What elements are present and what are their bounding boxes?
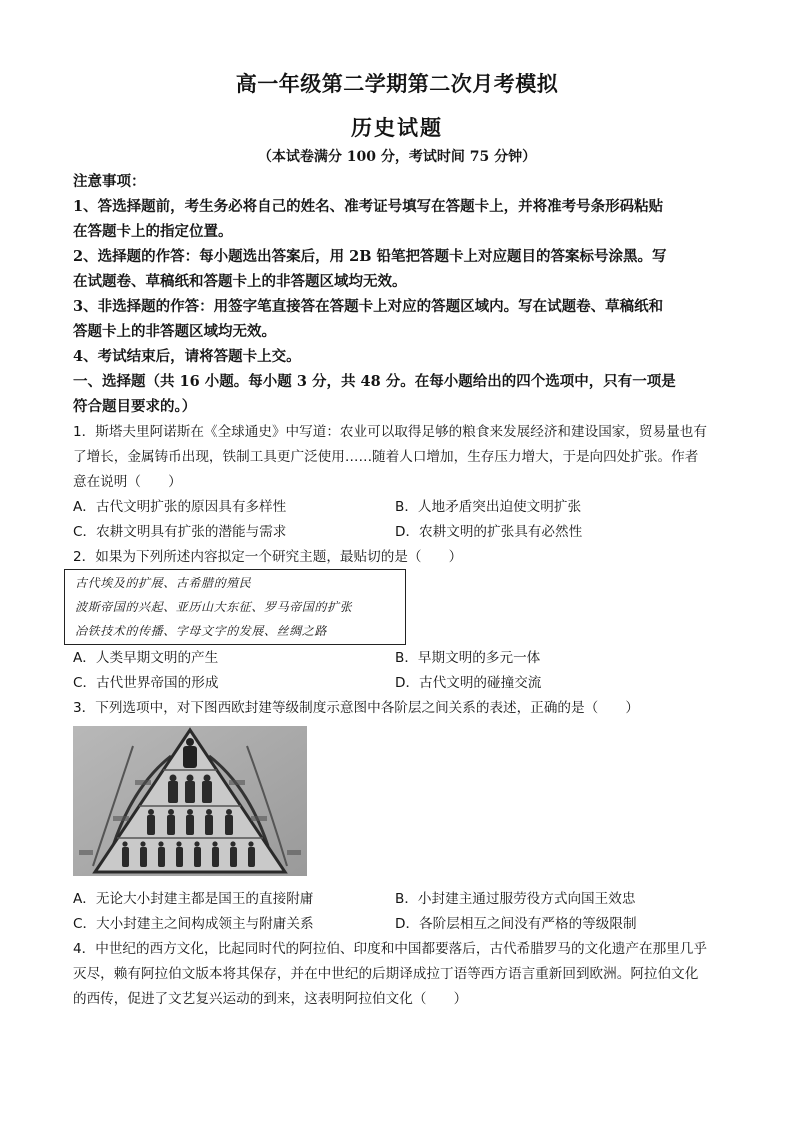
notice-line: 1、答选择题前，考生务必将自己的姓名、准考证号填写在答题卡上，并将准考号条形码粘贴: [73, 198, 664, 215]
question-1-option-a: A．古代文明扩张的原因具有多样性: [73, 499, 287, 515]
question-3-option-d: D．各阶层相互之间没有严格的等级限制: [395, 916, 637, 932]
question-1-stem: 了增长，金属铸币出现，铁制工具更广泛使用……随着人口增加，生存压力增大，于是向四处扩张。作者: [73, 449, 699, 465]
notice-header: 注意事项：: [73, 173, 146, 190]
question-3-option-a: A．无论大小封建主都是国王的直接附庸: [73, 891, 314, 907]
question-4-stem: 的西传，促进了文艺复兴运动的到来，这表明阿拉伯文化（ ）: [73, 991, 468, 1007]
material-line: 波斯帝国的兴起、亚历山大东征、罗马帝国的扩张: [75, 600, 353, 614]
question-1-stem: 1．斯塔夫里阿诺斯在《全球通史》中写道：农业可以取得足够的粮食来发展经济和建设国家，贸易量也有: [73, 424, 707, 440]
question-1-stem: 意在说明（ ）: [73, 474, 182, 490]
exam-subtitle: 历史试题: [351, 115, 443, 140]
feudal-hierarchy-figure: [73, 726, 307, 876]
material-line: 古代埃及的扩展、古希腊的殖民: [75, 576, 252, 590]
question-4-stem: 灭尽，赖有阿拉伯文版本将其保存，并在中世纪的后期译成拉丁语等西方语言重新回到欧洲。阿拉伯文化: [73, 966, 699, 982]
notice-line: 在试题卷、草稿纸和答题卡上的非答题区域均无效。: [73, 273, 407, 290]
material-line: 冶铁技术的传播、字母文字的发展、丝绸之路: [75, 624, 328, 638]
exam-info: （本试卷满分 100 分，考试时间 75 分钟）: [257, 149, 537, 165]
notice-line: 答题卡上的非答题区域均无效。: [73, 323, 276, 340]
question-2-option-d: D．古代文明的碰撞交流: [395, 675, 542, 691]
exam-title: 高一年级第二学期第二次月考模拟: [235, 71, 559, 96]
feudal-pyramid-illustration: [73, 726, 307, 876]
section-heading: 一、选择题（共 16 小题。每小题 3 分，共 48 分。在每小题给出的四个选项中，只有一项是: [73, 373, 676, 390]
question-3-option-b: B．小封建主通过服劳役方式向国王效忠: [395, 891, 636, 907]
question-4-stem: 4．中世纪的西方文化，比起同时代的阿拉伯、印度和中国都要落后，古代希腊罗马的文化遗产在那里几乎: [73, 941, 707, 957]
notice-line: 4、考试结束后，请将答题卡上交。: [73, 348, 301, 365]
notice-line: 3、非选择题的作答：用签字笔直接答在答题卡上对应的答题区域内。写在试题卷、草稿纸和: [73, 298, 664, 315]
question-2-material-box: [64, 569, 406, 645]
question-1-option-c: C．农耕文明具有扩张的潜能与需求: [73, 524, 287, 540]
section-heading: 符合题目要求的。）: [73, 398, 197, 415]
question-2-option-c: C．古代世界帝国的形成: [73, 675, 219, 691]
question-2-stem: 2．如果为下列所述内容拟定一个研究主题，最贴切的是（ ）: [73, 549, 463, 565]
notice-line: 在答题卡上的指定位置。: [73, 223, 233, 240]
question-3-option-c: C．大小封建主之间构成领主与附庸关系: [73, 916, 314, 932]
question-2-option-b: B．早期文明的多元一体: [395, 650, 541, 666]
notice-line: 2、选择题的作答：每小题选出答案后，用 2B 铅笔把答题卡上对应题目的答案标号涂黑。写: [73, 248, 667, 265]
question-1-option-b: B．人地矛盾突出迫使文明扩张: [395, 499, 582, 515]
question-3-stem: 3．下列选项中，对下图西欧封建等级制度示意图中各阶层之间关系的表述，正确的是（ ）: [73, 700, 639, 716]
question-2-option-a: A．人类早期文明的产生: [73, 650, 219, 666]
question-1-option-d: D．农耕文明的扩张具有必然性: [395, 524, 583, 540]
